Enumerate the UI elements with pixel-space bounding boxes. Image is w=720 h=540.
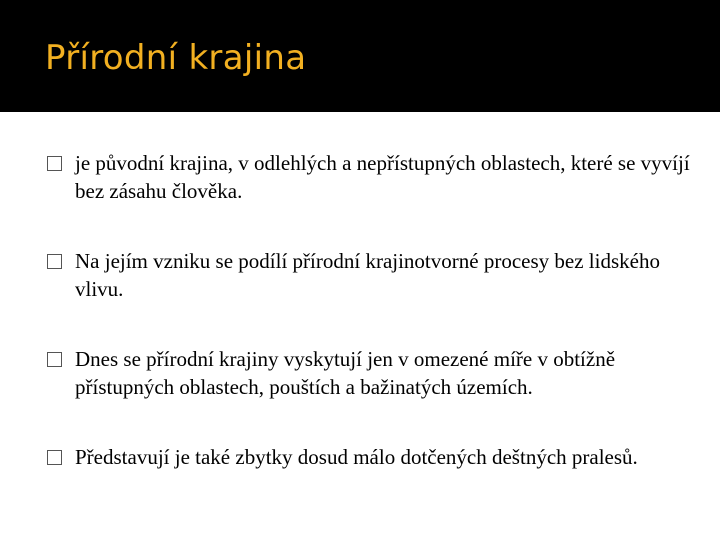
square-bullet-icon (47, 352, 62, 367)
bullet-item (47, 443, 707, 471)
bullet-text: Představují je také zbytky dosud málo dotčených deštných pralesů. (75, 445, 638, 469)
square-bullet-icon (47, 156, 62, 171)
bullet-text: je původní krajina, v odlehlých a nepřístupných oblastech, které se vyvíjí bez zásahu člověka. (75, 151, 690, 203)
bullet-item (47, 247, 707, 303)
bullet-item (47, 149, 707, 205)
bullet-text: Na jejím vzniku se podílí přírodní krajinotvorné procesy bez lidského vlivu. (75, 249, 660, 301)
title-bar (0, 0, 720, 112)
square-bullet-icon (47, 254, 62, 269)
bullet-list (47, 149, 707, 513)
bullet-text: Dnes se přírodní krajiny vyskytují jen v omezené míře v obtížně přístupných oblastech, pouštích a bažinatých územích. (75, 347, 616, 399)
slide-title: Přírodní krajina (45, 38, 307, 78)
square-bullet-icon (47, 450, 62, 465)
bullet-item (47, 345, 707, 401)
